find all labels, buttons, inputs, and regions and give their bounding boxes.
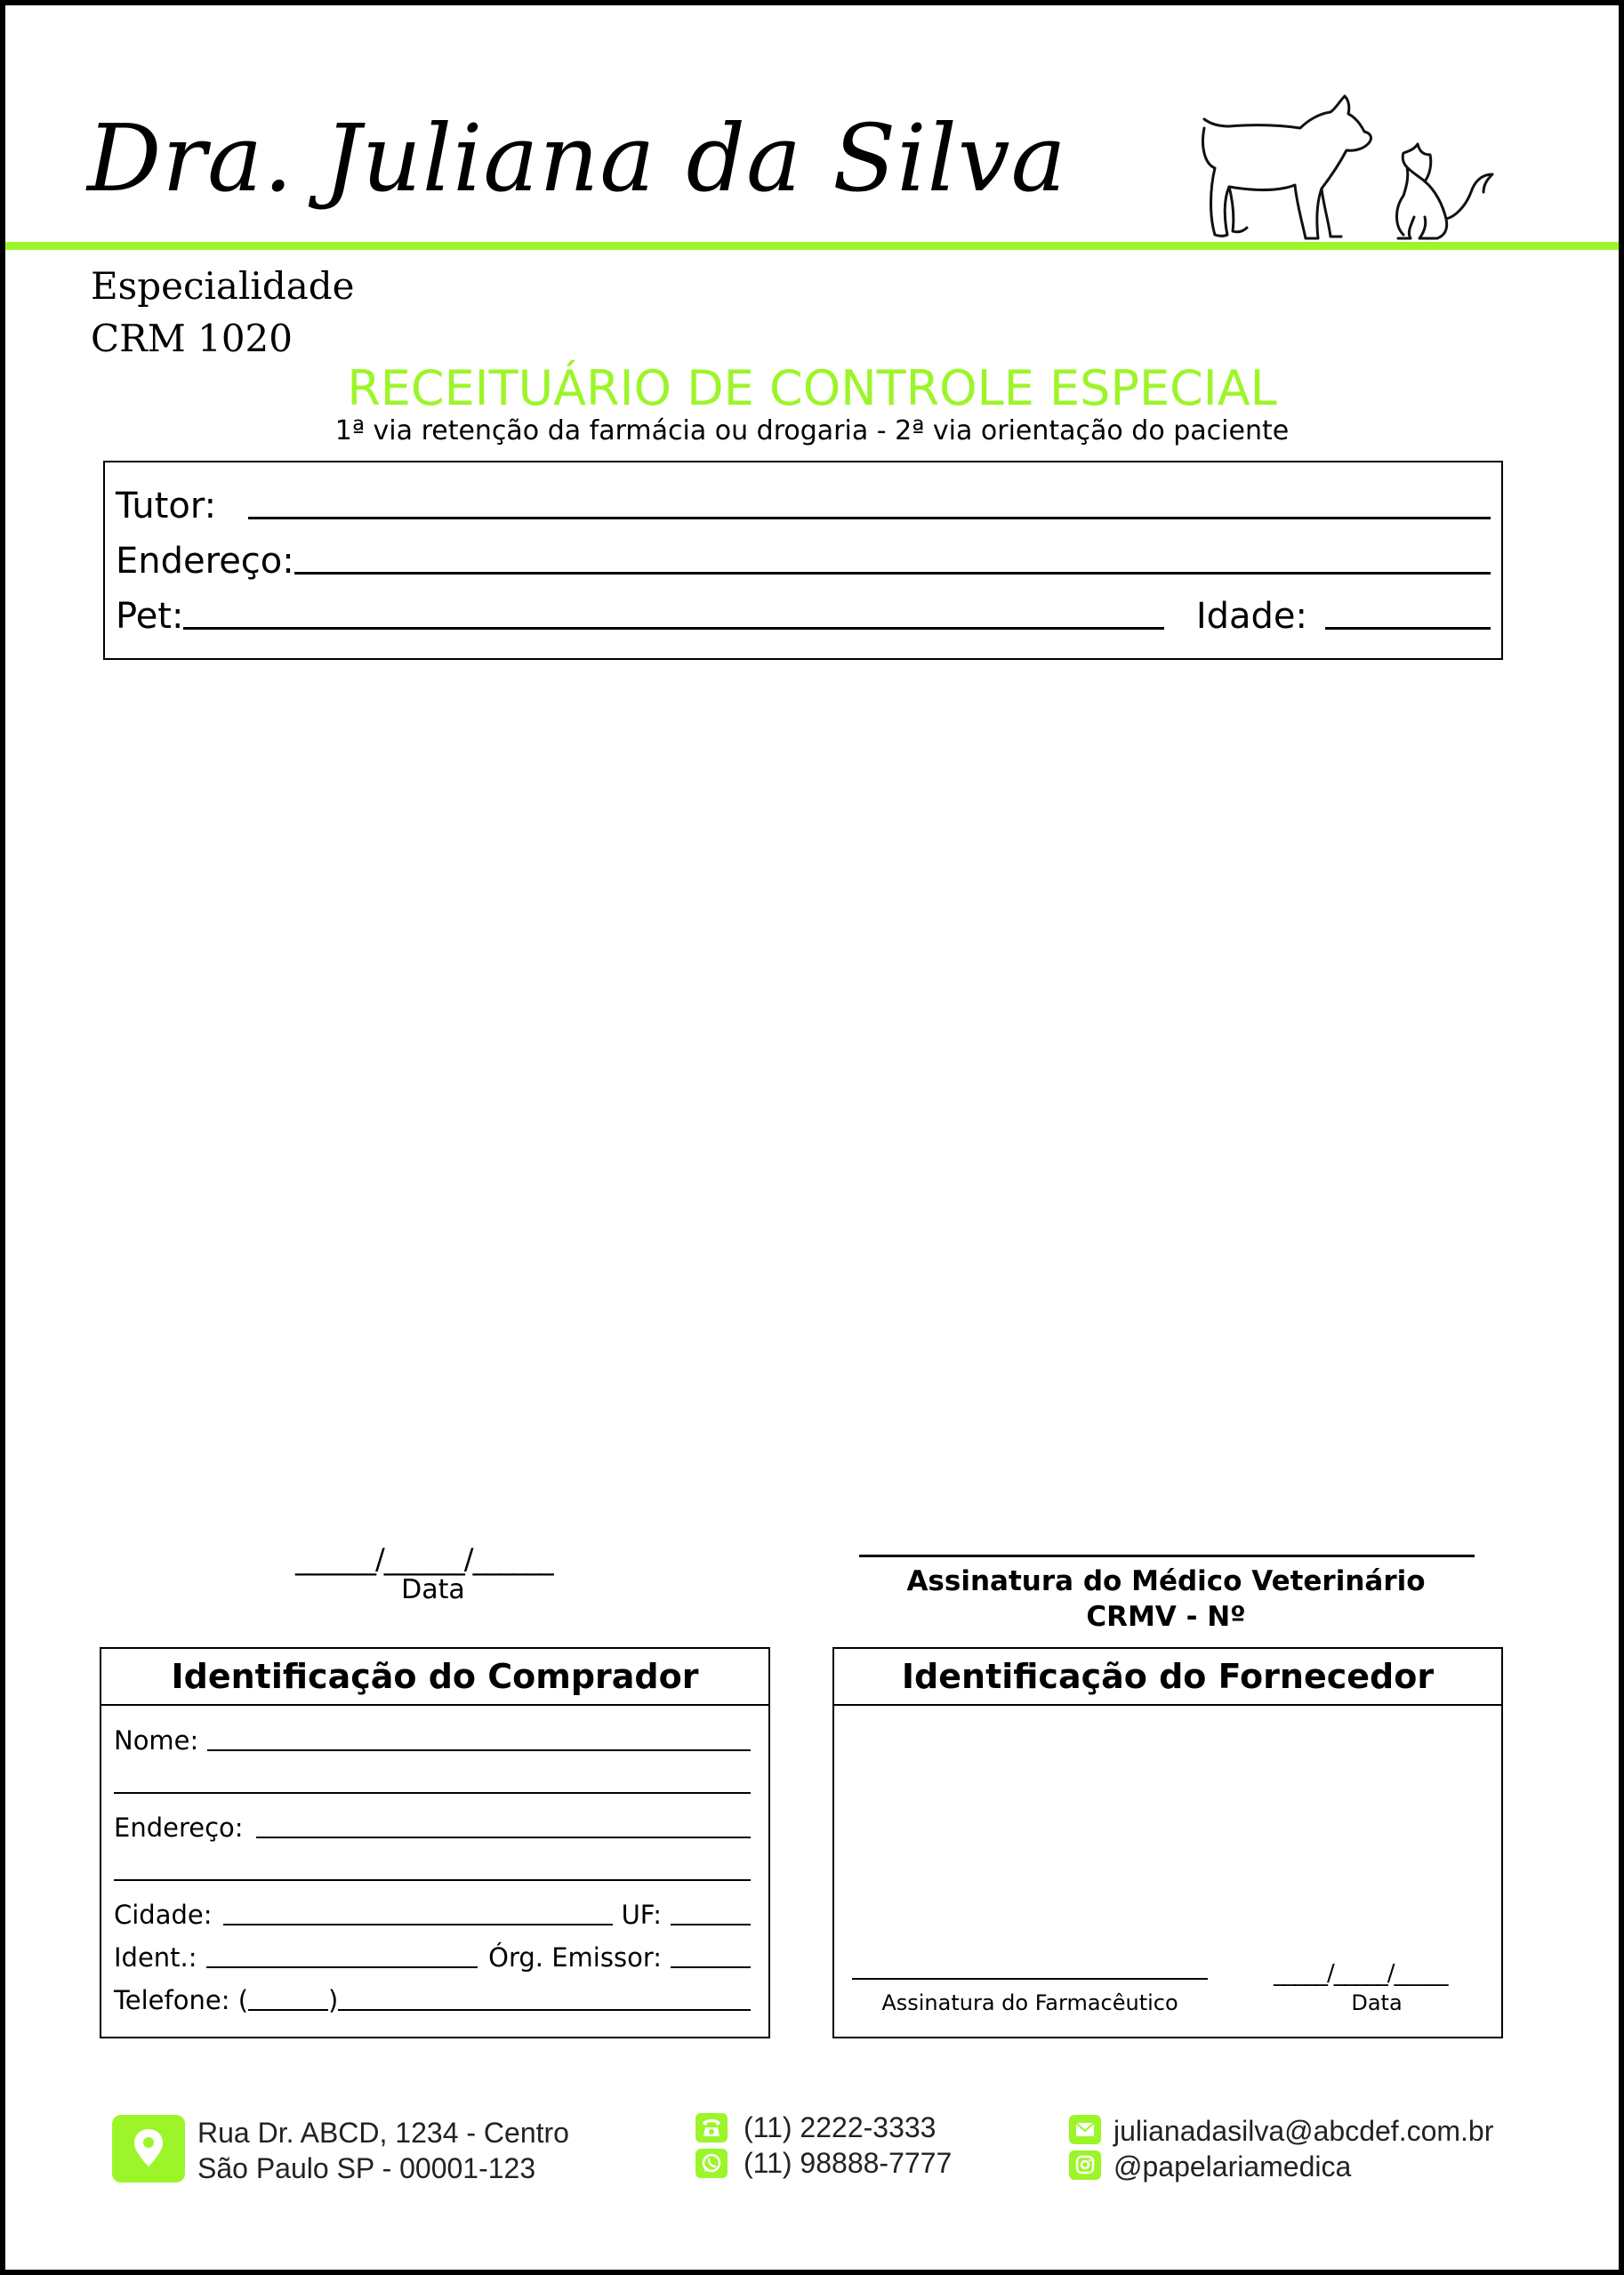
buyer-uf-label: UF: [621,1900,662,1930]
supplier-identification-box [832,1647,1503,2038]
email-icon [1069,2115,1101,2144]
whatsapp-icon [695,2149,728,2178]
header-accent-line [5,242,1619,250]
address-field[interactable] [294,572,1491,575]
footer-address-line2: São Paulo SP - 00001-123 [197,2152,536,2184]
footer-address [197,2115,569,2186]
footer-email[interactable]: julianadasilva@abcdef.com.br [1113,2115,1494,2147]
buyer-address-field[interactable] [256,1837,751,1838]
age-label: Idade: [1195,596,1307,637]
buyer-uf-field[interactable] [671,1924,751,1925]
vet-signature-line[interactable] [859,1555,1475,1557]
buyer-city-field[interactable] [223,1924,613,1925]
vet-signature-label [806,1564,1526,1635]
address-row [116,535,1491,582]
buyer-address-row [114,1807,751,1843]
buyer-name-field-2[interactable] [114,1792,751,1794]
buyer-city-row [114,1894,751,1930]
pet-field[interactable] [183,627,1163,630]
doctor-name: Dra. Juliana da Silva [87,104,1067,213]
patient-info-box [103,461,1503,660]
buyer-phone-field[interactable] [338,2009,751,2011]
supplier-title: Identificação do Fornecedor [834,1649,1501,1706]
tutor-label: Tutor: [116,486,217,527]
buyer-name-row [114,1720,751,1756]
buyer-phone-close: ) [328,1985,339,2015]
crmv-label: CRMV - Nº [1086,1601,1246,1633]
pet-row [116,591,1491,637]
footer-phone[interactable]: (11) 2222-3333 [744,2111,937,2143]
form-title: RECEITUÁRIO DE CONTROLE ESPECIAL [347,360,1277,416]
date-blank[interactable]: ______/______/______ [295,1542,553,1576]
age-field[interactable] [1325,627,1491,630]
buyer-address-label: Endereço: [114,1813,244,1843]
pet-label: Pet: [116,596,184,637]
buyer-ident-row [114,1937,751,1973]
buyer-title: Identificação do Comprador [101,1649,768,1706]
tutor-row [116,480,1491,527]
dog-and-cat-line-art-icon [1197,92,1535,248]
tutor-field[interactable] [248,517,1491,519]
pharmacist-signature-label: Assinatura do Farmacêutico [881,1990,1178,2015]
specialty: Especialidade [91,264,355,308]
address-label: Endereço: [116,541,294,582]
buyer-ident-label: Ident.: [114,1942,197,1973]
buyer-phone-label: Telefone: ( [114,1985,249,2015]
buyer-identification-box [100,1647,770,2038]
footer-instagram[interactable]: @papelariamedica [1113,2150,1352,2183]
date-label: Data [401,1574,465,1605]
buyer-name-row-2 [114,1763,751,1798]
crm-number: CRM 1020 [91,317,293,360]
buyer-address-field-2[interactable] [114,1879,751,1881]
phone-icon [695,2113,728,2142]
form-subtitle: 1ª via retenção da farmácia ou drogaria - 2ª via orientação do paciente [334,415,1290,446]
buyer-name-label: Nome: [114,1725,199,1756]
supplier-date-label: Data [1351,1990,1403,2015]
buyer-ident-field[interactable] [206,1966,478,1968]
instagram-icon [1069,2150,1101,2180]
buyer-name-field[interactable] [207,1749,751,1751]
footer-address-line1: Rua Dr. ABCD, 1234 - Centro [197,2117,569,2149]
footer-whatsapp[interactable]: (11) 98888-7777 [744,2147,953,2179]
buyer-city-label: Cidade: [114,1900,213,1930]
buyer-phone-row [114,1980,751,2015]
buyer-issuer-field[interactable] [671,1966,751,1968]
vet-signature-title: Assinatura do Médico Veterinário [906,1565,1426,1597]
buyer-issuer-label: Órg. Emissor: [488,1942,662,1973]
pharmacist-signature-line[interactable] [852,1978,1208,1980]
location-pin-icon [112,2115,185,2183]
buyer-phone-area-field[interactable] [248,2009,328,2011]
buyer-address-row-2 [114,1850,751,1885]
supplier-date-blank[interactable]: _____/_____/_____ [1274,1960,1448,1987]
